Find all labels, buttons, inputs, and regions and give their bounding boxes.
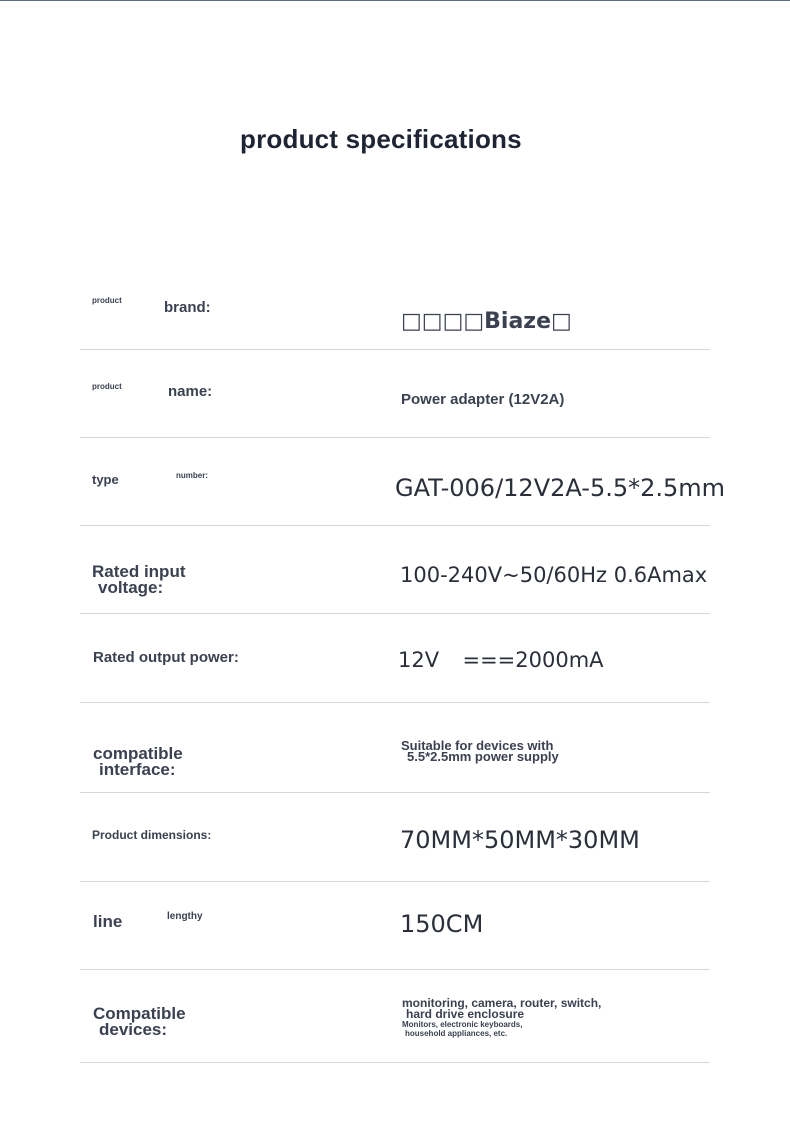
- row-divider: [80, 525, 710, 526]
- compatible-devices-label-line1: Compatible: [93, 1004, 186, 1023]
- dimensions-label: Product dimensions:: [92, 828, 212, 842]
- row-divider: [80, 1062, 710, 1063]
- row-divider: [80, 613, 710, 614]
- top-border: [0, 0, 790, 1]
- rated-input-label-line2: voltage:: [98, 578, 164, 597]
- brand-value: □□□□Biaze□: [401, 309, 572, 334]
- row-divider: [80, 349, 710, 350]
- name-label-prefix: product: [92, 382, 122, 391]
- line-label: line: [93, 912, 123, 931]
- rated-input-label-line1: Rated input: [92, 562, 186, 581]
- compatible-interface-value: [401, 740, 559, 762]
- rated-input-label: [92, 564, 186, 596]
- type-number-value: GAT-006/12V2A-5.5*2.5mm: [395, 474, 726, 502]
- line-length-value: 150CM: [400, 910, 484, 938]
- rated-output-label: Rated output power:: [93, 649, 239, 666]
- row-divider: [80, 881, 710, 882]
- compatible-devices-value: [402, 998, 601, 1038]
- name-value: Power adapter (12V2A): [401, 391, 565, 408]
- length-label: lengthy: [167, 911, 203, 922]
- brand-label: brand:: [164, 299, 211, 316]
- compatible-interface-label-line2: interface:: [99, 760, 176, 779]
- dc-symbol: ===: [462, 648, 516, 672]
- type-label: type: [92, 472, 119, 487]
- compatible-interface-value-line2: 5.5*2.5mm power supply: [407, 749, 559, 764]
- compatible-devices-label-line2: devices:: [99, 1020, 168, 1039]
- brand-label-prefix: product: [92, 296, 122, 305]
- compatible-interface-label-line1: compatible: [93, 744, 183, 763]
- rated-output-value: [398, 648, 604, 672]
- row-divider: [80, 969, 710, 970]
- row-divider: [80, 792, 710, 793]
- row-divider: [80, 437, 710, 438]
- rated-input-value: 100-240V~50/60Hz 0.6Amax: [400, 563, 708, 587]
- compatible-devices-value-line4: household appliances, etc.: [405, 1029, 508, 1038]
- compatible-devices-value-line2: hard drive enclosure: [406, 1007, 525, 1021]
- number-label: number:: [176, 471, 208, 480]
- dimensions-value: 70MM*50MM*30MM: [400, 826, 640, 854]
- rated-output-voltage: 12V: [398, 648, 440, 672]
- rated-output-current: 2000mA: [515, 648, 604, 672]
- page-title: product specifications: [240, 124, 522, 154]
- name-label: name:: [168, 383, 213, 400]
- compatible-interface-label: [93, 746, 183, 778]
- compatible-interface-value-line1: Suitable for devices with: [401, 738, 554, 753]
- compatible-devices-value-line1: monitoring, camera, router, switch,: [402, 996, 602, 1010]
- row-divider: [80, 702, 710, 703]
- compatible-devices-label: [93, 1006, 186, 1038]
- compatible-devices-value-line3: Monitors, electronic keyboards,: [402, 1020, 523, 1029]
